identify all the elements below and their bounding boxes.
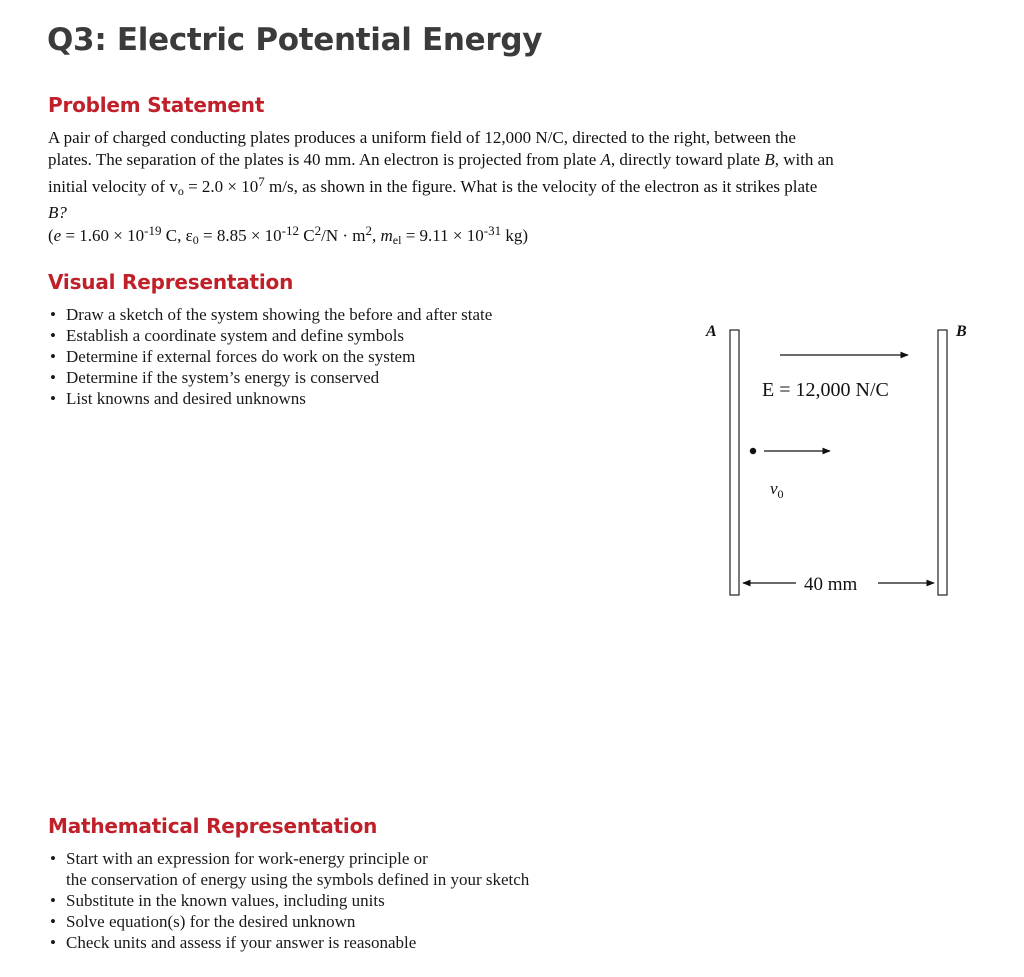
list-item: • Establish a coordinate system and define symbols xyxy=(48,325,492,346)
electron-dot xyxy=(750,448,756,454)
list-item: • List knowns and desired unknowns xyxy=(48,388,492,409)
list-item: • Solve equation(s) for the desired unknown xyxy=(48,911,529,932)
plate-b xyxy=(938,330,947,595)
problem-line-4: B? xyxy=(48,203,67,222)
problem-statement-text xyxy=(48,127,948,224)
problem-line-3: initial velocity of $v_o = 2.0 \times 10^7$ m/s, as shown in the figure. What is the velocity of the electron as it strikes plate xyxy=(48,174,818,198)
list-item: • Draw a sketch of the system showing the before and after state xyxy=(48,304,492,325)
mathematical-representation-heading: Mathematical Representation xyxy=(48,814,378,838)
plates-figure xyxy=(700,310,980,610)
plate-b-label: B xyxy=(956,323,967,340)
constants-line: ($e = 1.60 \times 10^{-19}$ C, $\varepsilon_0 = 8.85 \times 10^{-12}$ $C^2/N \cdot m^2$, $m_{el} = 9.11 \times 10^{-31}$ kg) xyxy=(48,223,529,247)
list-item: • Determine if the system’s energy is conserved xyxy=(48,367,492,388)
problem-line-2: plates. The separation of the plates is 40 mm. An electron is projected from plate A, directly toward plate B, with an xyxy=(48,150,834,169)
page-title: Q3: Electric Potential Energy xyxy=(47,22,543,58)
list-item: • Check units and assess if your answer is reasonable xyxy=(48,932,529,953)
problem-line-1: A pair of charged conducting plates produces a uniform field of 12,000 N/C, directed to the right, between the xyxy=(48,128,796,147)
velocity-label: $v_0$ xyxy=(770,479,784,501)
math-steps-list xyxy=(48,848,529,953)
list-item: • Substitute in the known values, including units xyxy=(48,890,529,911)
visual-steps-list xyxy=(48,304,492,409)
list-item: • Start with an expression for work-energy principle or the conservation of energy using the symbols defined in your sketch xyxy=(48,848,529,890)
field-label: E = 12,000 N/C xyxy=(762,379,889,401)
list-item: • Determine if external forces do work on the system xyxy=(48,346,492,367)
visual-representation-heading: Visual Representation xyxy=(48,270,294,294)
plate-a xyxy=(730,330,739,595)
separation-label: 40 mm xyxy=(804,574,858,595)
problem-statement-heading: Problem Statement xyxy=(48,93,265,117)
plate-a-label: A xyxy=(706,323,717,340)
